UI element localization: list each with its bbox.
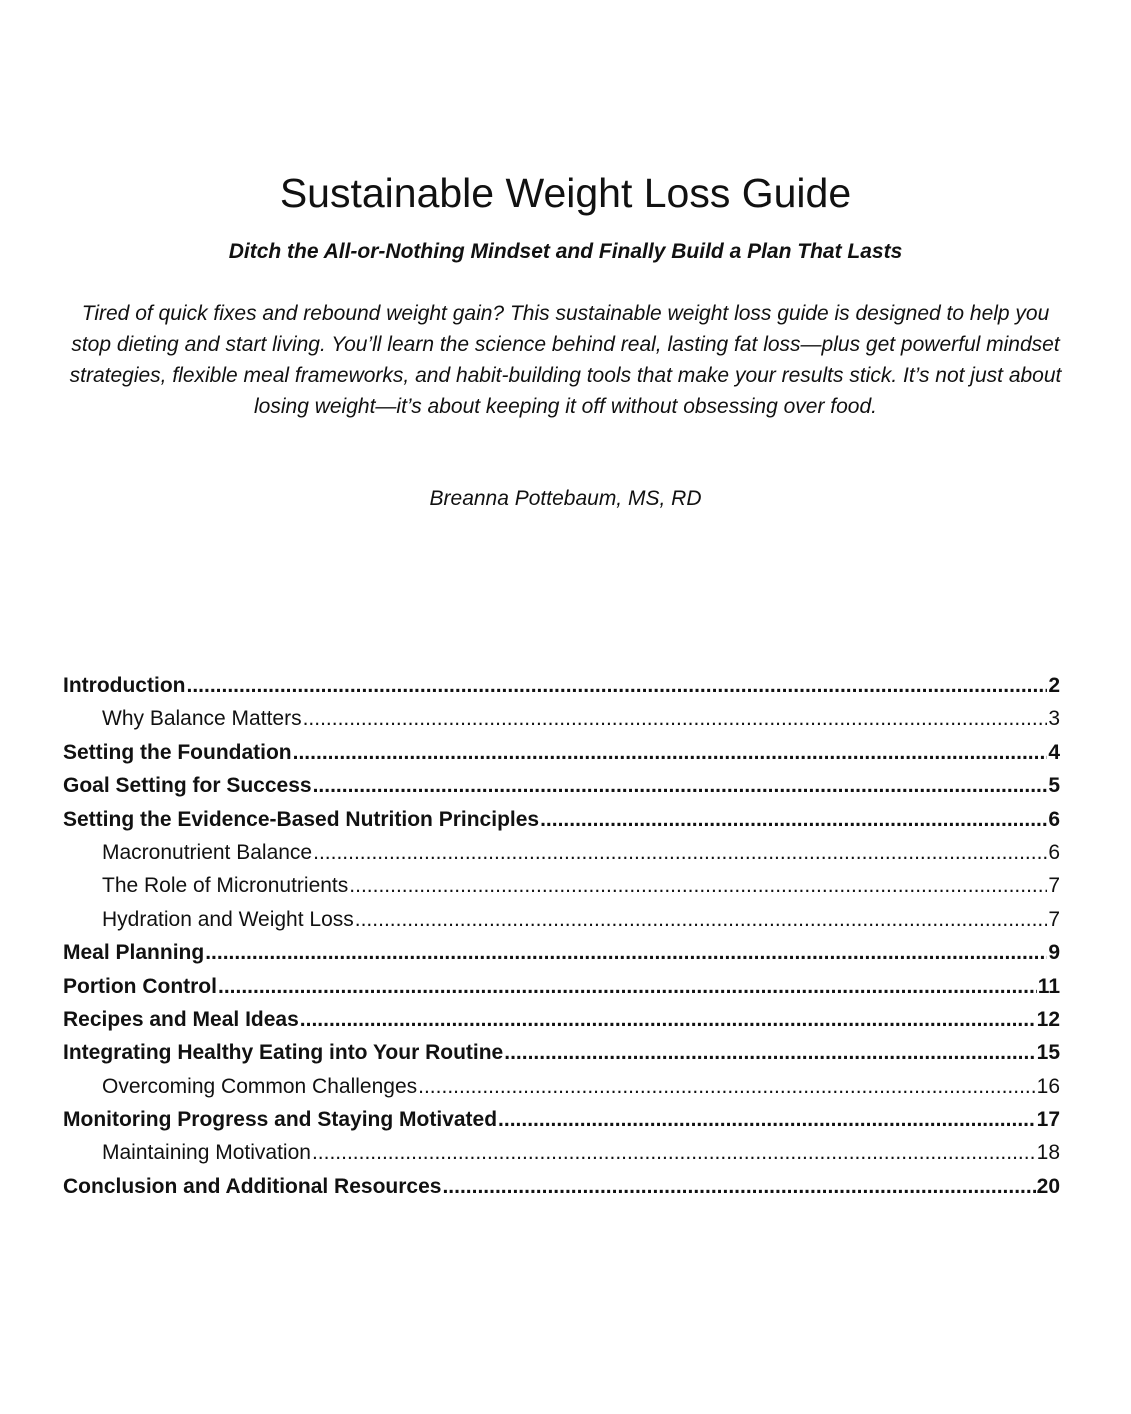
toc-entry-label: Setting the Foundation — [63, 740, 292, 764]
toc-dot-leader — [442, 1170, 1035, 1203]
toc-subentry[interactable] — [63, 836, 1060, 869]
toc-dot-leader — [313, 836, 1047, 869]
toc-entry-label: Meal Planning — [63, 941, 205, 965]
toc-dot-leader — [355, 903, 1048, 936]
toc-entry-label: Portion Control — [63, 974, 217, 998]
toc-entry-page: 6 — [1048, 807, 1060, 831]
toc-entry-label: Overcoming Common Challenges — [102, 1074, 418, 1098]
toc-subentry[interactable] — [63, 903, 1060, 936]
toc-entry-label: Maintaining Motivation — [102, 1141, 311, 1165]
document-title: Sustainable Weight Loss Guide — [279, 170, 852, 216]
toc-dot-leader — [186, 669, 1047, 702]
toc-entry-label: The Role of Micronutrients — [102, 874, 349, 898]
toc-entry-label: Monitoring Progress and Staying Motivated — [63, 1108, 498, 1132]
toc-entry-page: 6 — [1048, 840, 1060, 864]
toc-dot-leader — [313, 769, 1048, 802]
toc-entry-page: 15 — [1036, 1041, 1060, 1065]
toc-entry-label: Setting the Evidence-Based Nutrition Principles — [63, 807, 540, 831]
toc-dot-leader — [205, 936, 1047, 969]
toc-entry-label: Macronutrient Balance — [102, 840, 313, 864]
toc-entry-label: Conclusion and Additional Resources — [63, 1174, 442, 1198]
toc-entry-page: 3 — [1048, 707, 1060, 731]
toc-dot-leader — [418, 1070, 1036, 1103]
toc-entry-label: Why Balance Matters — [102, 707, 302, 731]
toc-entry-label: Hydration and Weight Loss — [102, 907, 354, 931]
toc-entry[interactable] — [63, 1103, 1060, 1136]
toc-subentry[interactable] — [63, 1070, 1060, 1103]
toc-entry-page: 7 — [1048, 907, 1060, 931]
toc-entry[interactable] — [63, 970, 1060, 1003]
table-of-contents — [63, 669, 1060, 1203]
toc-dot-leader — [349, 869, 1047, 902]
toc-entry-page: 17 — [1036, 1108, 1060, 1132]
toc-entry[interactable] — [63, 803, 1060, 836]
document-description: Tired of quick fixes and rebound weight gain? This sustainable weight loss guide is designed to help you stop dieting and start living. You’ll learn the science behind real, lasting fat loss—plus get powerful mindset strategies, flexible meal frameworks, and habit-building tools that make your results stick. It’s not just about losing weight—it’s about keeping it off without obsessing over food. — [69, 302, 1062, 418]
document-author: Breanna Pottebaum, MS, RD — [429, 487, 702, 510]
toc-entry-label: Recipes and Meal Ideas — [63, 1007, 299, 1031]
toc-entry-page: 20 — [1036, 1174, 1060, 1198]
toc-entry[interactable] — [63, 1003, 1060, 1036]
toc-entry-page: 12 — [1036, 1007, 1060, 1031]
toc-dot-leader — [303, 702, 1048, 735]
toc-dot-leader — [293, 736, 1048, 769]
toc-dot-leader — [540, 803, 1047, 836]
toc-entry[interactable] — [63, 1036, 1060, 1069]
toc-entry-label: Introduction — [63, 674, 186, 697]
toc-entry-page: 5 — [1048, 774, 1060, 798]
toc-dot-leader — [312, 1136, 1036, 1169]
toc-entry-page: 4 — [1048, 740, 1060, 764]
toc-entry-page: 9 — [1048, 941, 1060, 965]
toc-entry[interactable] — [63, 669, 1060, 702]
toc-entry-page: 2 — [1048, 674, 1060, 697]
toc-entry[interactable] — [63, 736, 1060, 769]
toc-subentry[interactable] — [63, 702, 1060, 735]
toc-entry-page: 18 — [1036, 1141, 1060, 1165]
toc-dot-leader — [300, 1003, 1036, 1036]
toc-dot-leader — [218, 970, 1037, 1003]
toc-entry-page: 11 — [1037, 974, 1060, 998]
toc-entry-page: 16 — [1036, 1074, 1060, 1098]
document-subtitle: Ditch the All-or-Nothing Mindset and Finally Build a Plan That Lasts — [228, 240, 903, 263]
toc-entry-label: Integrating Healthy Eating into Your Routine — [63, 1041, 504, 1065]
toc-entry-label: Goal Setting for Success — [63, 774, 312, 798]
toc-entry[interactable] — [63, 936, 1060, 969]
toc-entry[interactable] — [63, 769, 1060, 802]
toc-entry-page: 7 — [1048, 874, 1060, 898]
toc-dot-leader — [498, 1103, 1036, 1136]
toc-subentry[interactable] — [63, 1136, 1060, 1169]
toc-entry[interactable] — [63, 1170, 1060, 1203]
toc-dot-leader — [504, 1036, 1035, 1069]
toc-subentry[interactable] — [63, 869, 1060, 902]
